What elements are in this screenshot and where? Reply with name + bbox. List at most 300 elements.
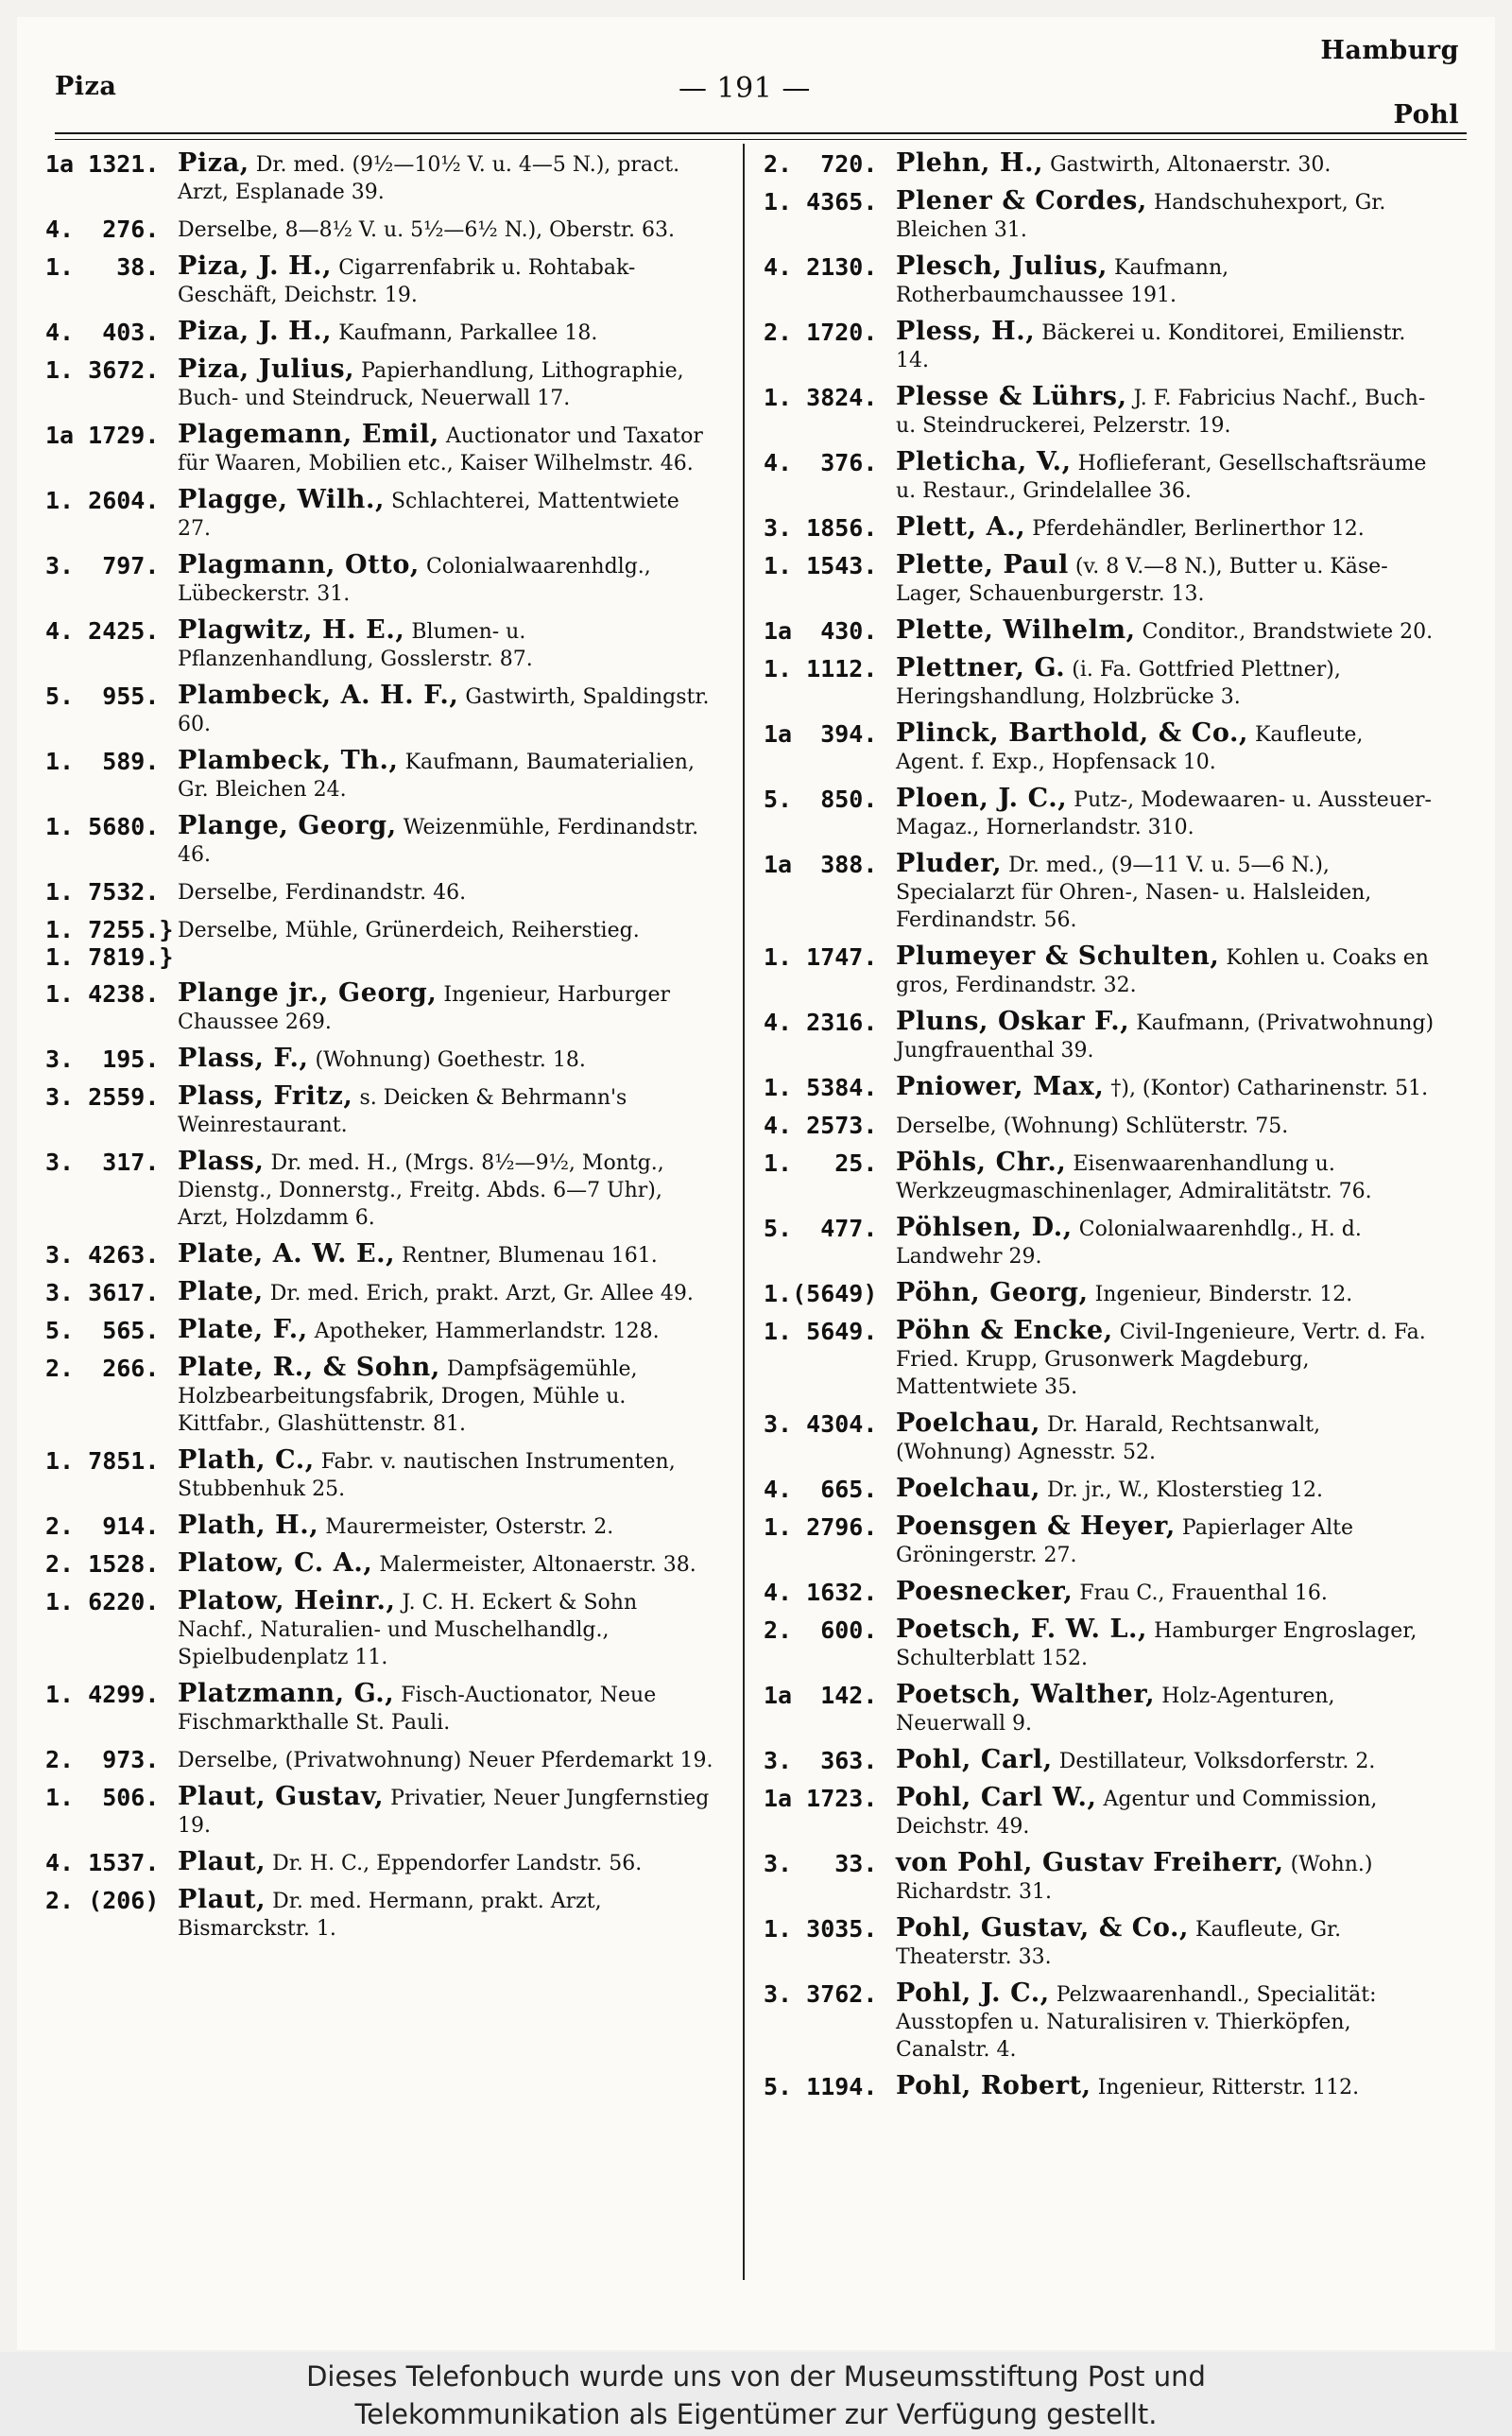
directory-entry bbox=[45, 877, 716, 907]
directory-entry bbox=[45, 215, 716, 244]
entry-name: Plambeck, A. H. F., bbox=[178, 681, 459, 710]
phone-number: 3. 363. bbox=[764, 1747, 878, 1774]
archive-notice bbox=[0, 2352, 1512, 2436]
phone-number: 5. 955. bbox=[45, 682, 160, 710]
entry-details: Schlachterei, Mattentwiete 27. bbox=[178, 490, 679, 541]
entry-details: Derselbe, Mühle, Grünerdeich, Reiherstieg. bbox=[178, 919, 640, 942]
entry-body bbox=[178, 1316, 716, 1345]
directory-entry bbox=[45, 979, 716, 1036]
phone-number: 3. 195. bbox=[45, 1045, 160, 1073]
directory-entry bbox=[764, 1214, 1435, 1270]
entry-name: Plaut, Gustav, bbox=[178, 1782, 385, 1811]
phone-number: 4. 2316. bbox=[764, 1009, 878, 1036]
entry-details: Dr. med. H., (Mrgs. 8½—9½, Montg., Dienstg., Donnerstg., Freitg. Abds. 6—7 Uhr), Arzt, Holzdamm 6. bbox=[178, 1151, 664, 1230]
phone-number: 5. 1194. bbox=[764, 2073, 878, 2100]
directory-entry bbox=[45, 1354, 716, 1438]
entry-details: (i. Fa. Gottfried Plettner), Heringshandlung, Holzbrücke 3. bbox=[896, 658, 1341, 709]
entry-name: Pöhn, Georg, bbox=[896, 1278, 1089, 1307]
entry-body bbox=[896, 1214, 1435, 1270]
directory-entry bbox=[45, 355, 716, 412]
entry-name: Plette, Paul bbox=[896, 550, 1069, 579]
entry-body bbox=[178, 1512, 716, 1541]
entry-name: Plate, A. W. E., bbox=[178, 1239, 396, 1269]
entry-body bbox=[178, 747, 716, 803]
directory-entry bbox=[45, 1886, 716, 1943]
entry-body bbox=[178, 1045, 716, 1074]
entry-name: Plass, Fritz, bbox=[178, 1081, 353, 1111]
phone-number: 1.(5649) bbox=[764, 1280, 878, 1307]
entry-body bbox=[896, 850, 1435, 934]
directory-entry bbox=[45, 1045, 716, 1074]
entry-name: Plettner, G. bbox=[896, 653, 1066, 682]
phone-number: 4. 376. bbox=[764, 449, 878, 476]
entry-details: Eisenwaarenhandlung u. Werkzeugmaschinenlager, Admiralitätstr. 76. bbox=[896, 1152, 1372, 1203]
entry-details: Cigarrenfabrik u. Rohtabak-Geschäft, Deichstr. 19. bbox=[178, 256, 636, 307]
directory-entry bbox=[764, 1979, 1435, 2064]
entry-name: Piza, bbox=[178, 148, 249, 178]
entry-details: Holz-Agenturen, Neuerwall 9. bbox=[896, 1684, 1335, 1736]
entry-body bbox=[896, 1149, 1435, 1205]
entry-details: Kaufleute, Agent. f. Exp., Hopfensack 10. bbox=[896, 723, 1364, 774]
entry-details: Blumen- u. Pflanzenhandlung, Gosslerstr. 87. bbox=[178, 620, 533, 671]
entry-name: Plinck, Barthold, & Co., bbox=[896, 718, 1248, 748]
phone-number: 1. 5384. bbox=[764, 1074, 878, 1101]
phone-number: 1. 38. bbox=[45, 253, 160, 281]
header-rule bbox=[55, 132, 1467, 134]
directory-entry bbox=[45, 747, 716, 803]
phone-number: 5. 565. bbox=[45, 1317, 160, 1344]
directory-entry bbox=[45, 486, 716, 543]
entry-details: J. F. Fabricius Nachf., Buch- u. Steindruckerei, Pelzerstr. 19. bbox=[896, 387, 1426, 438]
header-rule-thin bbox=[55, 139, 1467, 140]
phone-number: 1a 430. bbox=[764, 617, 878, 645]
entry-body bbox=[896, 1279, 1435, 1308]
directory-entry bbox=[45, 682, 716, 738]
directory-entry bbox=[764, 1279, 1435, 1308]
entry-name: Pohl, J. C., bbox=[896, 1978, 1050, 2008]
entry-body bbox=[896, 187, 1435, 244]
phone-number: 1. 6220. bbox=[45, 1588, 160, 1615]
directory-entry bbox=[764, 1615, 1435, 1672]
entry-body bbox=[178, 1278, 716, 1307]
entry-name: Plange jr., Georg, bbox=[178, 978, 438, 1008]
phone-number: 1. 2604. bbox=[45, 487, 160, 514]
entry-details: Agentur und Commission, Deichstr. 49. bbox=[896, 1788, 1378, 1839]
directory-entry bbox=[764, 383, 1435, 440]
phone-number: 2. 1528. bbox=[45, 1550, 160, 1578]
entry-details: Destillateur, Volksdorferstr. 2. bbox=[1058, 1750, 1376, 1773]
directory-entry bbox=[764, 1149, 1435, 1205]
entry-name: Pohl, Carl W., bbox=[896, 1783, 1097, 1812]
entry-body bbox=[896, 1784, 1435, 1840]
directory-entry bbox=[45, 915, 716, 971]
directory-entry bbox=[764, 1111, 1435, 1140]
entry-name: Platow, Heinr., bbox=[178, 1586, 396, 1615]
phone-number: 4. 276. bbox=[45, 216, 160, 243]
directory-entry bbox=[764, 1849, 1435, 1906]
entry-details: Handschuhexport, Gr. Bleichen 31. bbox=[896, 191, 1386, 242]
archive-notice-line: Dieses Telefonbuch wurde uns von der Museumsstiftung Post und bbox=[306, 2360, 1206, 2393]
entry-body bbox=[178, 1240, 716, 1270]
directory-entry bbox=[764, 850, 1435, 934]
directory-entry bbox=[764, 1008, 1435, 1064]
directory-entry bbox=[764, 1681, 1435, 1737]
left-column bbox=[45, 149, 716, 1951]
phone-number: 2. 600. bbox=[764, 1616, 878, 1644]
entry-name: Pohl, Gustav, & Co., bbox=[896, 1913, 1190, 1943]
entry-name: Pleticha, V., bbox=[896, 447, 1072, 476]
entry-details: Privatier, Neuer Jungfernstieg 19. bbox=[178, 1787, 710, 1838]
entry-body bbox=[178, 1082, 716, 1139]
entry-name: Plett, A., bbox=[896, 512, 1026, 542]
directory-entry bbox=[764, 1746, 1435, 1775]
phone-number: 1a 142. bbox=[764, 1682, 878, 1709]
entry-name: Plaut, bbox=[178, 1885, 266, 1914]
directory-entry bbox=[45, 1082, 716, 1139]
phone-number: 3. 797. bbox=[45, 552, 160, 579]
column-divider bbox=[743, 144, 745, 2280]
entry-body bbox=[178, 1549, 716, 1579]
directory-entry bbox=[764, 187, 1435, 244]
header-right-keyword: Pohl bbox=[1393, 100, 1459, 130]
entry-details: Pferdehändler, Berlinerthor 12. bbox=[1032, 517, 1365, 541]
directory-entry bbox=[764, 2072, 1435, 2101]
phone-number: 2. (206) bbox=[45, 1887, 160, 1914]
entry-body bbox=[896, 551, 1435, 608]
phone-number: 4. 665. bbox=[764, 1476, 878, 1503]
entry-name: Plate, bbox=[178, 1277, 264, 1306]
phone-number: 1a 388. bbox=[764, 851, 878, 878]
directory-entry bbox=[764, 1475, 1435, 1504]
entry-name: Pohl, Robert, bbox=[896, 2071, 1091, 2100]
entry-details: Kaufleute, Gr. Theaterstr. 33. bbox=[896, 1918, 1342, 1969]
phone-number: 1. 5680. bbox=[45, 813, 160, 840]
directory-entry bbox=[45, 551, 716, 608]
entry-body bbox=[178, 915, 716, 944]
phone-number: 1a 1321. bbox=[45, 150, 160, 178]
entry-name: Poensgen & Heyer, bbox=[896, 1512, 1176, 1541]
phone-number: 4. 1537. bbox=[45, 1849, 160, 1876]
entry-details: (v. 8 V.—8 N.), Butter u. Käse-Lager, Schauenburgerstr. 13. bbox=[896, 555, 1388, 606]
entry-name: Plange, Georg, bbox=[178, 811, 397, 840]
entry-name: Poetsch, Walther, bbox=[896, 1680, 1156, 1709]
directory-entry bbox=[45, 1549, 716, 1579]
phone-number: 4. 2425. bbox=[45, 617, 160, 645]
entry-name: Pöhn & Encke, bbox=[896, 1316, 1113, 1345]
phone-number: 4. 1632. bbox=[764, 1579, 878, 1606]
entry-details: (Wohnung) Goethestr. 18. bbox=[315, 1048, 586, 1072]
entry-body bbox=[178, 877, 716, 907]
directory-entry bbox=[45, 1783, 716, 1840]
entry-body bbox=[178, 149, 716, 206]
entry-body bbox=[896, 383, 1435, 440]
directory-entry bbox=[45, 1446, 716, 1503]
phone-number: 3. 33. bbox=[764, 1850, 878, 1877]
entry-details: Derselbe, 8—8½ V. u. 5½—6½ N.), Oberstr. 63. bbox=[178, 218, 676, 242]
phone-number: 1. 3824. bbox=[764, 384, 878, 411]
entry-details: Hoflieferant, Gesellschaftsräume u. Restaur., Grindelallee 36. bbox=[896, 452, 1427, 503]
entry-details: Maurermeister, Osterstr. 2. bbox=[325, 1515, 614, 1539]
entry-name: Platow, C. A., bbox=[178, 1548, 373, 1578]
entry-name: Pluns, Oskar F., bbox=[896, 1007, 1130, 1036]
directory-entry bbox=[45, 1148, 716, 1232]
entry-body bbox=[178, 979, 716, 1036]
phone-number: 3. 3762. bbox=[764, 1980, 878, 2008]
entry-details: Dr. H. C., Eppendorfer Landstr. 56. bbox=[272, 1852, 643, 1875]
entry-details: Weizenmühle, Ferdinandstr. 46. bbox=[178, 816, 699, 867]
directory-entry bbox=[764, 654, 1435, 711]
directory-entry bbox=[764, 513, 1435, 543]
entry-body bbox=[178, 421, 716, 477]
entry-body bbox=[178, 1680, 716, 1736]
phone-number: 1. 506. bbox=[45, 1784, 160, 1811]
entry-details: Derselbe, (Wohnung) Schlüterstr. 75. bbox=[896, 1114, 1289, 1138]
entry-details: Ingenieur, Binderstr. 12. bbox=[1094, 1283, 1353, 1306]
directory-entry bbox=[45, 616, 716, 673]
entry-details: Papierlager Alte Gröningerstr. 27. bbox=[896, 1516, 1354, 1567]
entry-body bbox=[896, 1008, 1435, 1064]
entry-body bbox=[178, 1783, 716, 1840]
entry-name: Pohl, Carl, bbox=[896, 1745, 1053, 1774]
phone-number: 1a 394. bbox=[764, 720, 878, 748]
entry-body bbox=[896, 252, 1435, 309]
phone-number: 3. 2559. bbox=[45, 1083, 160, 1111]
entry-body bbox=[896, 785, 1435, 841]
entry-name: Plagwitz, H. E., bbox=[178, 615, 405, 645]
entry-name: Plass, F., bbox=[178, 1044, 309, 1073]
entry-details: Frau C., Frauenthal 16. bbox=[1079, 1581, 1328, 1605]
entry-details: Hamburger Engroslager, Schulterblatt 152. bbox=[896, 1619, 1418, 1670]
entry-name: Plagge, Wilh., bbox=[178, 485, 385, 514]
entry-name: Plate, R., & Sohn, bbox=[178, 1353, 440, 1382]
entry-name: Plehn, H., bbox=[896, 148, 1044, 178]
entry-details: Apotheker, Hammerlandstr. 128. bbox=[314, 1320, 660, 1343]
directory-entry bbox=[45, 1680, 716, 1736]
entry-details: Colonialwaarenhdlg., Lübeckerstr. 31. bbox=[178, 555, 651, 606]
entry-details: Ingenieur, Harburger Chaussee 269. bbox=[178, 983, 671, 1034]
directory-entry bbox=[764, 1784, 1435, 1840]
phone-number: 4. 2130. bbox=[764, 253, 878, 281]
directory-entry bbox=[764, 149, 1435, 179]
entry-details: Ingenieur, Ritterstr. 112. bbox=[1097, 2076, 1360, 2099]
directory-entry bbox=[45, 149, 716, 206]
entry-details: Malermeister, Altonaerstr. 38. bbox=[379, 1553, 696, 1577]
directory-entry bbox=[764, 1914, 1435, 1971]
entry-details: Kaufmann, Parkallee 18. bbox=[338, 321, 598, 345]
entry-name: Plesch, Julius, bbox=[896, 251, 1108, 281]
directory-entry bbox=[764, 1578, 1435, 1607]
entry-body bbox=[896, 616, 1435, 646]
entry-details: Kaufmann, (Privatwohnung) Jungfrauenthal 39. bbox=[896, 1011, 1435, 1063]
entry-details: Fabr. v. nautischen Instrumenten, Stubbenhuk 25. bbox=[178, 1450, 676, 1501]
entry-name: Poelchau, bbox=[896, 1474, 1041, 1503]
entry-name: Piza, J. H., bbox=[178, 317, 333, 346]
entry-name: Plaut, bbox=[178, 1847, 266, 1876]
phone-number: 2. 973. bbox=[45, 1746, 160, 1773]
entry-details: Papierhandlung, Lithographie, Buch- und Steindruck, Neuerwall 17. bbox=[178, 359, 684, 410]
entry-body bbox=[896, 1317, 1435, 1401]
entry-details: Kaufmann, Baumaterialien, Gr. Bleichen 24. bbox=[178, 751, 695, 802]
phone-number: 1. 3672. bbox=[45, 356, 160, 384]
phone-number: 1. 4299. bbox=[45, 1681, 160, 1708]
entry-name: Plener & Cordes, bbox=[896, 186, 1147, 216]
phone-number: 5. 477. bbox=[764, 1215, 878, 1242]
entry-details: Dampfsägemühle, Holzbearbeitungsfabrik, Drogen, Mühle u. Kittfabr., Glashüttenstr. 81. bbox=[178, 1357, 638, 1436]
entry-body bbox=[178, 318, 716, 347]
entry-name: von Pohl, Gustav Freiherr, bbox=[896, 1848, 1284, 1877]
entry-name: Poelchau, bbox=[896, 1408, 1041, 1438]
entry-body bbox=[896, 1746, 1435, 1775]
directory-entry bbox=[764, 252, 1435, 309]
entry-body bbox=[896, 513, 1435, 543]
directory-entry bbox=[45, 1278, 716, 1307]
entry-details: Conditor., Brandstwiete 20. bbox=[1142, 620, 1434, 644]
phone-number: 1. 1747. bbox=[764, 943, 878, 971]
entry-details: Dr. med. Erich, prakt. Arzt, Gr. Allee 49. bbox=[269, 1282, 694, 1305]
directory-entry bbox=[45, 812, 716, 869]
entry-details: Kaufmann, Rotherbaumchaussee 191. bbox=[896, 256, 1229, 307]
entry-body bbox=[178, 551, 716, 608]
entry-body bbox=[178, 486, 716, 543]
phone-number: 1. 3035. bbox=[764, 1915, 878, 1943]
phone-number: 2. 914. bbox=[45, 1512, 160, 1540]
phone-number: 1a 1723. bbox=[764, 1785, 878, 1812]
entry-details: Colonialwaarenhdlg., H. d. Landwehr 29. bbox=[896, 1218, 1362, 1269]
entry-body bbox=[896, 318, 1435, 374]
phone-number: 4. 2573. bbox=[764, 1112, 878, 1139]
directory-entry bbox=[764, 719, 1435, 776]
entry-name: Poetsch, F. W. L., bbox=[896, 1615, 1148, 1644]
entry-body bbox=[896, 654, 1435, 711]
phone-number: 1. 7532. bbox=[45, 878, 160, 906]
entry-details: Bäckerei u. Konditorei, Emilienstr. 14. bbox=[896, 321, 1406, 372]
entry-name: Plath, H., bbox=[178, 1511, 319, 1540]
directory-entry bbox=[764, 318, 1435, 374]
header-left-keyword: Piza bbox=[55, 72, 117, 101]
entry-details: Fisch-Auctionator, Neue Fischmarkthalle St. Pauli. bbox=[178, 1684, 657, 1735]
entry-details: Auctionator und Taxator für Waaren, Mobilien etc., Kaiser Wilhelmstr. 46. bbox=[178, 424, 703, 475]
entry-details: (Wohn.) Richardstr. 31. bbox=[896, 1853, 1373, 1904]
entry-body bbox=[178, 1745, 716, 1774]
entry-body bbox=[896, 942, 1435, 999]
entry-body bbox=[896, 1849, 1435, 1906]
directory-entry bbox=[764, 551, 1435, 608]
entry-details: Rentner, Blumenau 161. bbox=[402, 1244, 658, 1268]
entry-body bbox=[896, 1073, 1435, 1102]
directory-entry bbox=[45, 421, 716, 477]
entry-name: Plass, bbox=[178, 1147, 265, 1176]
entry-body bbox=[896, 1914, 1435, 1971]
directory-entry bbox=[764, 942, 1435, 999]
entry-name: Pless, H., bbox=[896, 317, 1036, 346]
phone-number: 1. 1112. bbox=[764, 655, 878, 682]
entry-body bbox=[896, 149, 1435, 179]
header-city: Hamburg bbox=[1320, 36, 1459, 65]
entry-details: Dr. med. Hermann, prakt. Arzt, Bismarckstr. 1. bbox=[178, 1890, 602, 1941]
entry-body bbox=[896, 1475, 1435, 1504]
phone-number: 3. 317. bbox=[45, 1149, 160, 1176]
entry-name: Plambeck, Th., bbox=[178, 746, 399, 775]
phone-number: 1. 25. bbox=[764, 1149, 878, 1177]
entry-details: s. Deicken & Behrmann's Weinrestaurant. bbox=[178, 1086, 627, 1137]
directory-entry bbox=[764, 1512, 1435, 1569]
phone-number: 2. 1720. bbox=[764, 319, 878, 346]
entry-body bbox=[896, 1111, 1435, 1140]
entry-details: Dr. med., (9—11 V. u. 5—6 N.), Specialarzt für Ohren-, Nasen- u. Halsleiden, Ferdinandstr. 56. bbox=[896, 854, 1372, 932]
phone-number: 5. 850. bbox=[764, 786, 878, 813]
entry-details: Derselbe, Ferdinandstr. 46. bbox=[178, 881, 467, 905]
entry-body bbox=[178, 1148, 716, 1232]
entry-details: Gastwirth, Spaldingstr. 60. bbox=[178, 685, 710, 736]
entry-details: J. C. H. Eckert & Sohn Nachf., Naturalien- und Muschelhandlg., Spielbudenplatz 11. bbox=[178, 1591, 638, 1669]
directory-page bbox=[17, 17, 1495, 2350]
archive-notice-line: Telekommunikation als Eigentümer zur Verfügung gestellt. bbox=[354, 2398, 1158, 2430]
directory-entry bbox=[764, 448, 1435, 505]
entry-body bbox=[896, 1512, 1435, 1569]
directory-entry bbox=[764, 785, 1435, 841]
entry-name: Piza, Julius, bbox=[178, 354, 355, 384]
directory-entry bbox=[45, 1745, 716, 1774]
entry-details: Gastwirth, Altonaerstr. 30. bbox=[1050, 153, 1332, 177]
phone-number: 3. 1856. bbox=[764, 514, 878, 542]
directory-entry bbox=[45, 252, 716, 309]
entry-name: Plagmann, Otto, bbox=[178, 550, 420, 579]
entry-body bbox=[178, 252, 716, 309]
entry-details: Pelzwaarenhandl., Specialität: Ausstopfen u. Naturalisiren v. Thierköpfen, Canalstr. 4. bbox=[896, 1983, 1377, 2062]
directory-entry bbox=[45, 318, 716, 347]
phone-number: 1. 2796. bbox=[764, 1513, 878, 1541]
entry-details: †), (Kontor) Catharinenstr. 51. bbox=[1110, 1077, 1429, 1100]
phone-number: 3. 3617. bbox=[45, 1279, 160, 1306]
entry-details: Dr. jr., W., Klosterstieg 12. bbox=[1047, 1478, 1324, 1502]
entry-body bbox=[178, 215, 716, 244]
phone-number: 3. 4304. bbox=[764, 1410, 878, 1438]
phone-number: 1a 1729. bbox=[45, 422, 160, 449]
entry-name: Pöhlsen, D., bbox=[896, 1213, 1073, 1242]
entry-body bbox=[178, 682, 716, 738]
entry-details: Dr. Harald, Rechtsanwalt, (Wohnung) Agnesstr. 52. bbox=[896, 1413, 1321, 1464]
entry-body bbox=[896, 448, 1435, 505]
phone-number: 4. 403. bbox=[45, 319, 160, 346]
entry-name: Ploen, J. C., bbox=[896, 784, 1068, 813]
entry-body bbox=[896, 1578, 1435, 1607]
entry-body bbox=[178, 812, 716, 869]
entry-body bbox=[178, 1354, 716, 1438]
phone-number: 1. 589. bbox=[45, 748, 160, 775]
entry-name: Plumeyer & Schulten, bbox=[896, 942, 1220, 971]
entry-body bbox=[896, 1681, 1435, 1737]
phone-number: 1. 7851. bbox=[45, 1447, 160, 1475]
entry-body bbox=[896, 1409, 1435, 1466]
phone-number: 2. 266. bbox=[45, 1355, 160, 1382]
entry-details: Putz-, Modewaaren- u. Aussteuer-Magaz., Hornerlandstr. 310. bbox=[896, 788, 1432, 839]
entry-details: Kohlen u. Coaks en gros, Ferdinandstr. 32. bbox=[896, 946, 1429, 997]
entry-details: Civil-Ingenieure, Vertr. d. Fa. Fried. Krupp, Grusonwerk Magdeburg, Mattentwiete 35. bbox=[896, 1321, 1426, 1399]
phone-number: 3. 4263. bbox=[45, 1241, 160, 1269]
directory-entry bbox=[45, 1240, 716, 1270]
directory-entry bbox=[45, 1848, 716, 1877]
directory-entry bbox=[764, 1317, 1435, 1401]
phone-number: 1. 7255.} 1. 7819.} bbox=[45, 916, 174, 971]
entry-name: Poesnecker, bbox=[896, 1577, 1074, 1606]
phone-number: 2. 720. bbox=[764, 150, 878, 178]
entry-name: Plagemann, Emil, bbox=[178, 420, 439, 449]
entry-name: Piza, J. H., bbox=[178, 251, 333, 281]
directory-entry bbox=[45, 1587, 716, 1671]
directory-entry bbox=[764, 616, 1435, 646]
entry-body bbox=[896, 1979, 1435, 2064]
entry-body bbox=[178, 1848, 716, 1877]
